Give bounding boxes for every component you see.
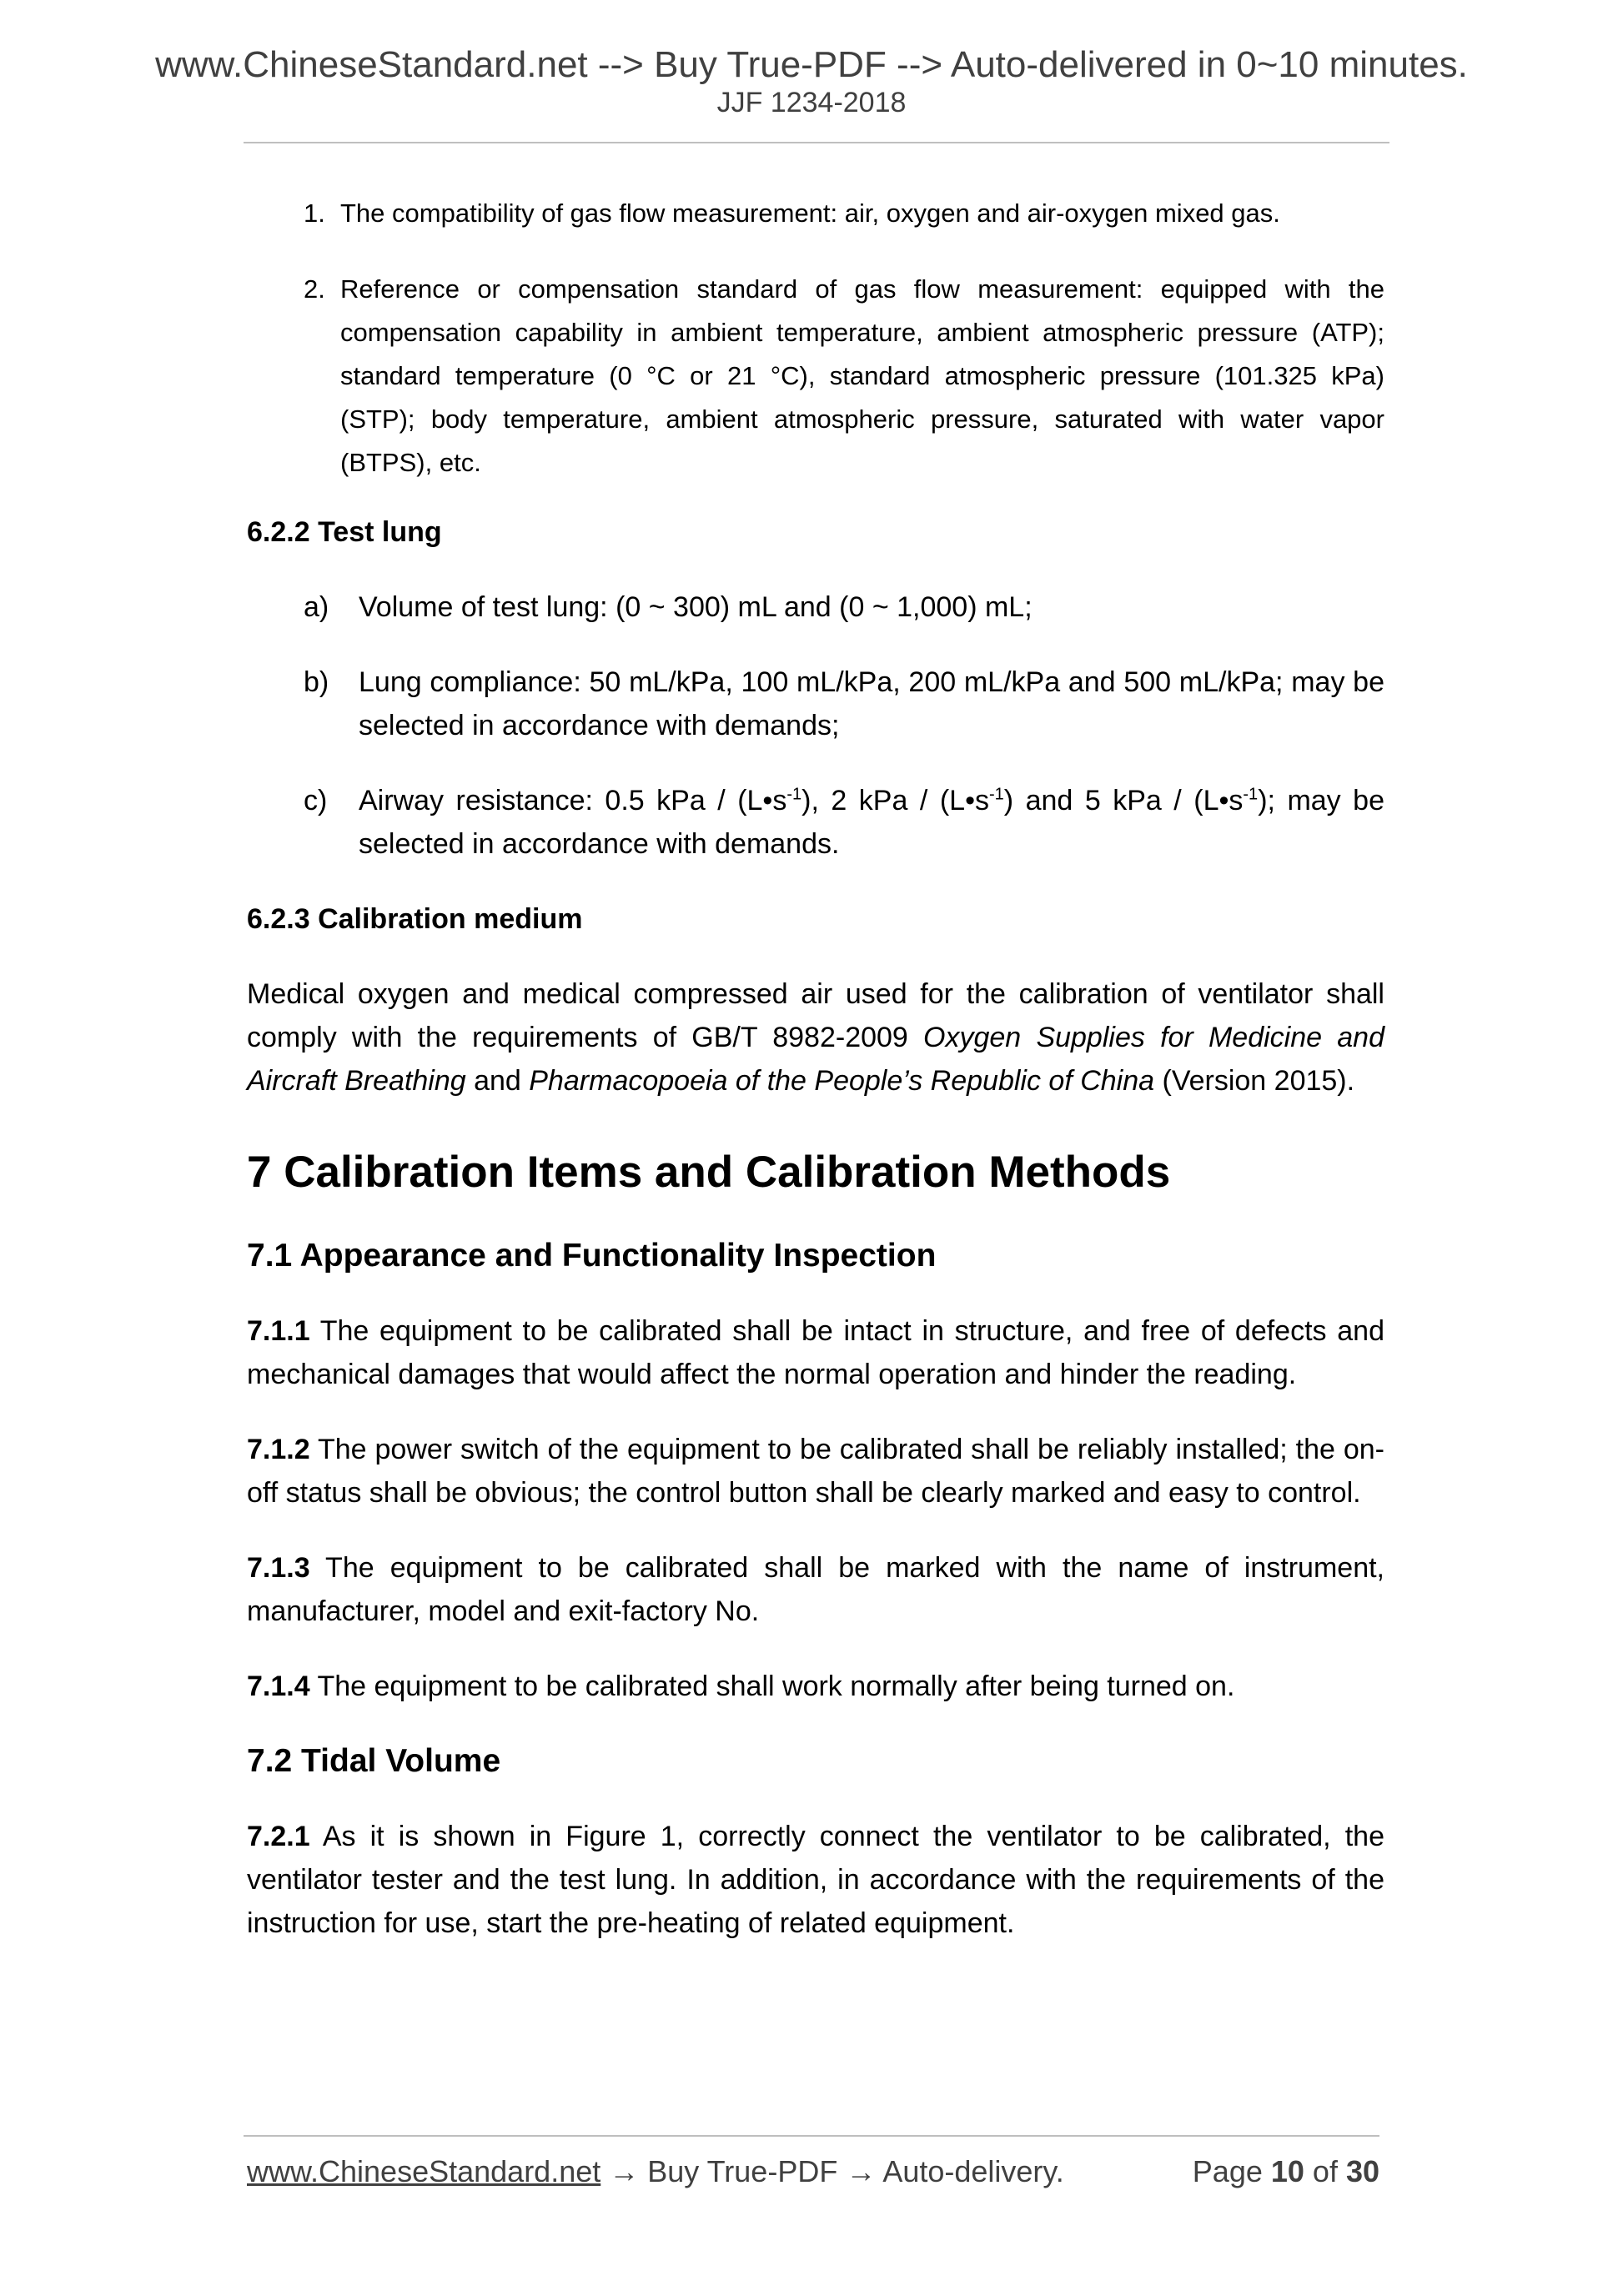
text-run: The equipment to be calibrated shall be intact in structure, and free of defects and mechanical damages that would affect the normal operation and hinder the reading. [247,1315,1384,1390]
footer-site-link[interactable]: www.ChineseStandard.net [247,2154,601,2188]
list-item-a [304,585,1384,629]
text-run: Medical oxygen and medical compressed air used for the calibration of ventilator shall comply with the requirements of GB/T 8982-2009 [247,978,1384,1053]
section-heading-6-2-3: 6.2.3 Calibration medium [247,903,583,935]
list-item-1 [304,192,1384,235]
paragraph-7-2-1 [247,1815,1384,1945]
list-item-letter: c) [304,785,328,816]
header-divider [244,142,1389,143]
clause-number: 7.1.1 [247,1315,310,1347]
list-item-letter: a) [304,591,329,623]
clause-number: 7.1.2 [247,1434,310,1465]
document-body [247,192,1384,1945]
paragraph-7-1-1 [247,1309,1384,1396]
list-item-number: 2. [304,274,325,304]
page-number: 10 [1270,2154,1304,2188]
page-indicator [1193,2154,1379,2189]
list-item-text [359,779,1384,866]
banner-text: www.ChineseStandard.net --> Buy True-PDF --> Auto-delivered in 0~10 minutes. [155,44,1468,85]
italic-title: Oxygen Supplies for Medicine and Aircraft Breathing [247,1022,1384,1097]
paragraph-7-1-4 [247,1665,1384,1708]
section-heading-7-1: 7.1 Appearance and Functionality Inspection [247,1238,937,1274]
clause-number: 7.1.4 [247,1671,310,1702]
list-item-text: Reference or compensation standard of gas flow measurement: equipped with the compensation capability in ambient temperature, ambient atmospheric pressure (ATP); standard temperature (0 °C or 21 °C), standard atmospheric pressure (101.325 kPa) (STP); body temperature, ambient atmospheric pressure, saturated with water vapor (BTPS), etc. [340,274,1384,477]
paragraph-7-1-2 [247,1428,1384,1515]
list-item-b [304,661,1384,747]
text-run: ), 2 kPa / (L•s [801,785,989,816]
text-run: As it is shown in Figure 1, correctly connect the ventilator to be calibrated, the ventilator tester and the test lung. In addition, in accordance with the requirements of the instruction for use, start the pre-heating of related equipment. [247,1821,1384,1939]
italic-title: Pharmacopoeia of the People’s Republic of China [529,1065,1155,1097]
text-run: ) and 5 kPa / (L•s [1003,785,1244,816]
footer-left [247,2154,1064,2189]
text-run: The equipment to be calibrated shall be marked with the name of instrument, manufacturer, model and exit-factory No. [247,1552,1384,1627]
text-run: Airway resistance: 0.5 kPa / (L•s [359,785,787,816]
section-heading-6-2-2: 6.2.2 Test lung [247,516,442,548]
page-footer [247,2154,1379,2189]
section-heading-7-2: 7.2 Tidal Volume [247,1743,501,1779]
list-item-c [304,779,1384,866]
list-item-text: Lung compliance: 50 mL/kPa, 100 mL/kPa, 200 mL/kPa and 500 mL/kPa; may be selected in accordance with demands; [359,666,1384,741]
superscript: -1 [988,785,1004,804]
footer-text: → Buy True-PDF → Auto-delivery. [600,2154,1064,2188]
text-run: The equipment to be calibrated shall work normally after being turned on. [309,1671,1235,1702]
list-item-letter: b) [304,666,329,698]
page-label: Page [1192,2154,1271,2188]
text-run: ); may be selected in accordance with demands. [359,785,1384,860]
page-total: 30 [1345,2154,1379,2188]
document-id: JJF 1234-2018 [716,87,907,118]
paragraph-calibration-medium [247,972,1384,1103]
list-item-text: Volume of test lung: (0 ~ 300) mL and (0 ~ 1,000) mL; [359,591,1033,623]
page-of-label: of [1304,2154,1346,2188]
list-item-2 [304,268,1384,485]
text-run: (Version 2015). [1154,1065,1355,1097]
superscript: -1 [1243,785,1259,804]
superscript: -1 [786,785,802,804]
list-item-text: The compatibility of gas flow measurement: air, oxygen and air-oxygen mixed gas. [340,198,1280,228]
chapter-heading-7: 7 Calibration Items and Calibration Methods [247,1148,1171,1197]
footer-divider [244,2135,1379,2137]
clause-number: 7.1.3 [247,1552,310,1584]
list-item-number: 1. [304,198,325,228]
text-run: The power switch of the equipment to be calibrated shall be reliably installed; the on-off status shall be obvious; the control button shall be clearly marked and easy to control. [247,1434,1384,1509]
paragraph-7-1-3 [247,1546,1384,1633]
text-run: and [465,1065,530,1097]
clause-number: 7.2.1 [247,1821,310,1852]
